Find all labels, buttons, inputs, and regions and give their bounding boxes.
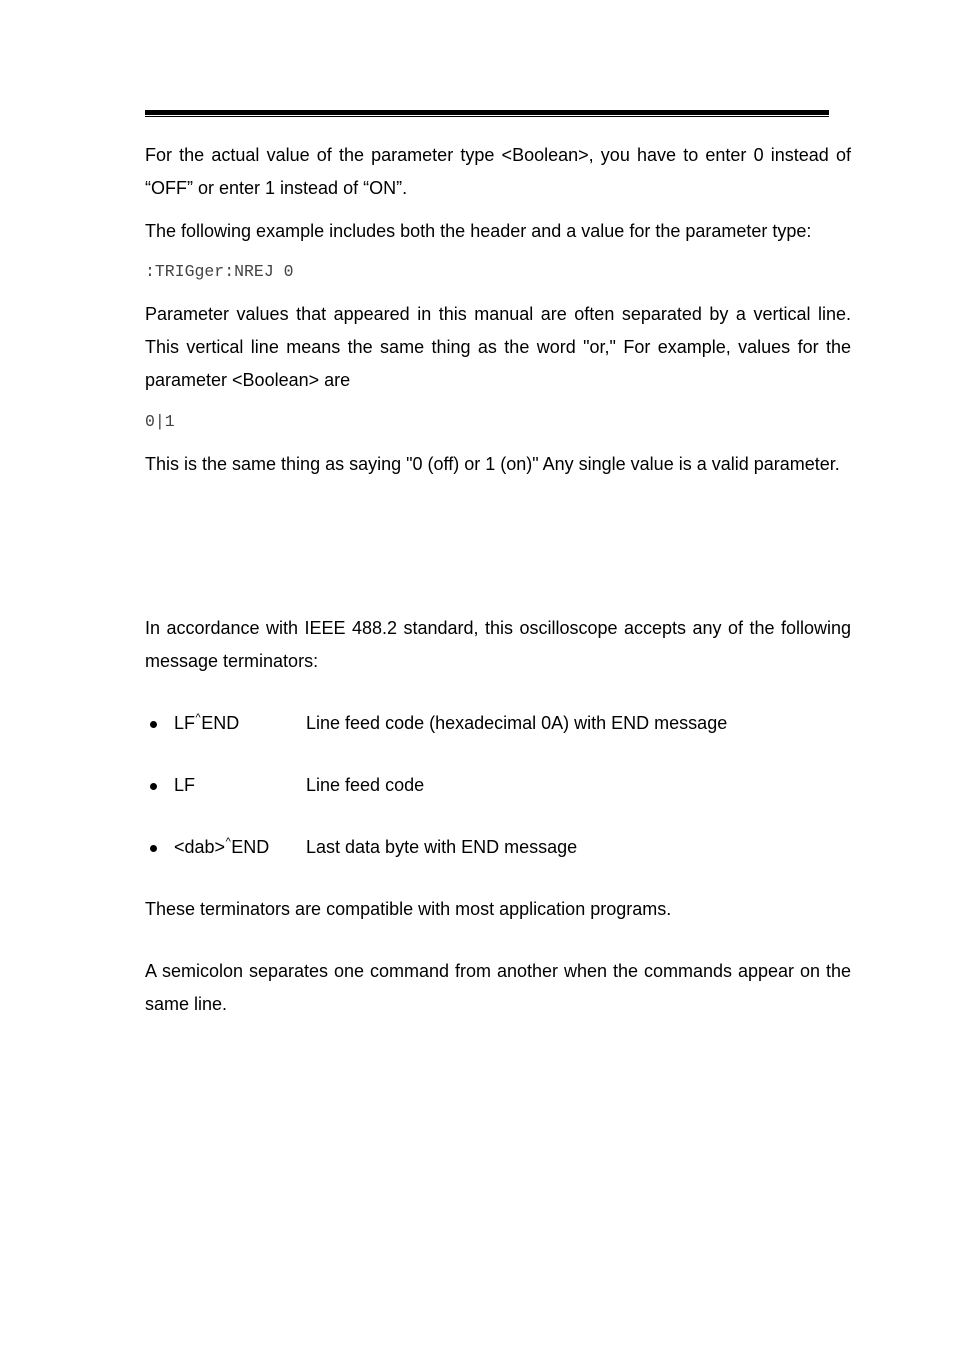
- header-rule-thick: [145, 110, 829, 115]
- paragraph-ieee: In accordance with IEEE 488.2 standard, this oscilloscope accepts any of the following message terminators:: [145, 618, 851, 671]
- paragraph-example-intro: The following example includes both the header and a value for the parameter type:: [145, 221, 812, 241]
- code-example: :TRIGger:NREJ 0: [145, 262, 294, 281]
- bullet-icon: [150, 721, 157, 728]
- header-rule-thin: [145, 116, 829, 117]
- terminator-description: Line feed code (hexadecimal 0A) with END message: [306, 713, 728, 733]
- code-boolean-values: 0|1: [145, 412, 175, 431]
- list-item: [145, 769, 851, 802]
- terminator-description: Last data byte with END message: [306, 837, 578, 857]
- bullet-icon: [150, 783, 157, 790]
- header-rule: [145, 110, 829, 118]
- list-item: [145, 831, 851, 864]
- terminator-name: <dab>^END: [174, 836, 270, 857]
- list-item: [145, 707, 851, 740]
- bullet-icon: [150, 845, 157, 852]
- paragraph-same-thing: This is the same thing as saying "0 (off) or 1 (on)" Any single value is a valid parameter.: [145, 454, 840, 474]
- paragraph-semicolon: A semicolon separates one command from another when the commands appear on the same line.: [145, 961, 851, 1014]
- paragraph-compatible: These terminators are compatible with most application programs.: [145, 899, 672, 919]
- terminator-name: LF^END: [174, 712, 240, 733]
- terminator-description: Line feed code: [306, 775, 425, 795]
- paragraph-boolean: For the actual value of the parameter type <Boolean>, you have to enter 0 instead of “OFF” or enter 1 instead of “ON”.: [145, 145, 851, 198]
- terminator-name: LF: [174, 775, 196, 795]
- paragraph-vertical-line: Parameter values that appeared in this manual are often separated by a vertical line. This vertical line means the same thing as the word "or," For example, values for the parameter <Boolean> are: [145, 304, 851, 390]
